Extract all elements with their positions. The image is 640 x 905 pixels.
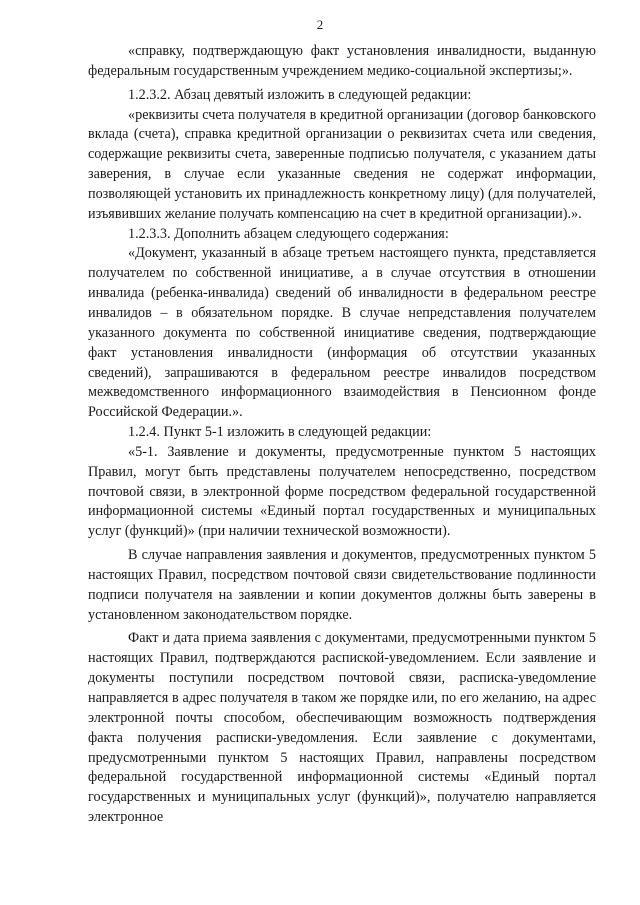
paragraph-1-2-4-heading: 1.2.4. Пункт 5-1 изложить в следующей редакции: [128, 424, 432, 441]
paragraph-receipt-notice: Факт и дата приема заявления с документами, предусмотренными пунктом 5 настоящих Правил, подтверждаются распиской-уведомлением. Если заявление и документы поступили посредством почтовой связи, расписка-уведомление направляется в адрес получателя в таком же порядке или, по его желанию, на адрес электронной почты способом, обеспечивающим возможность подтверждения факта получения расписки-уведомления. Если заявление с документами, предусмотренными пунктом 5 настоящих Правил, направлены посредством федеральной государственной информационной системы «Единый портал государственных и муниципальных услуг (функций)», получателю направляется электронное [88, 630, 596, 826]
paragraph-postal-submission: В случае направления заявления и документов, предусмотренных пунктом 5 настоящих Правил, посредством почтовой связи свидетельствование подлинности подписи получателя на заявлении и копии документов должны быть заверены в установленном законодательством порядке. [88, 547, 596, 623]
paragraph-disability-certificate: «справку, подтверждающую факт установления инвалидности, выданную федеральным государственным учреждением медико-социальной экспертизы;». [88, 43, 596, 79]
page-number: 2 [316, 17, 324, 32]
paragraph-bank-account-details: «реквизиты счета получателя в кредитной организации (договор банковского вклада (счета), справка кредитной организации о реквизитах счета или сведения, содержащие реквизиты счета, заверенные подписью получателя, с указанием даты заверения, в случае если указанные сведения не содержат информации, позволяющей установить их принадлежность конкретному лицу) (для получателей, изъявивших желание получать компенсацию на счет в кредитной организации).». [88, 106, 596, 222]
paragraph-1-2-3-2-heading: 1.2.3.2. Абзац девятый изложить в следующей редакции: [128, 86, 472, 103]
document-body [88, 42, 596, 828]
paragraph-5-1-application: «5-1. Заявление и документы, предусмотренные пунктом 5 настоящих Правил, могут быть представлены получателем непосредственно, посредством почтовой связи, в электронной форме посредством федеральной государственной информационной системы «Единый портал государственных и муниципальных услуг (функций)» (при наличии технической возможности). [88, 443, 596, 540]
paragraph-document-submission: «Документ, указанный в абзаце третьем настоящего пункта, представляется получателем по собственной инициативе, а в случае отсутствия в отношении инвалида (ребенка-инвалида) сведений об инвалидности в федеральном реестре инвалидов – в обязательном порядке. В случае непредставления получателем указанного документа по собственной инициативе сведения, подтверждающие факт установления инвалидности (информация об отсутствии указанных сведений), запрашиваются в федеральном реестре инвалидов посредством межведомственного информационного взаимодействия в Пенсионном фонде Российской Федерации.». [88, 245, 596, 421]
paragraph-1-2-3-3-heading: 1.2.3.3. Дополнить абзацем следующего содержания: [128, 225, 449, 242]
